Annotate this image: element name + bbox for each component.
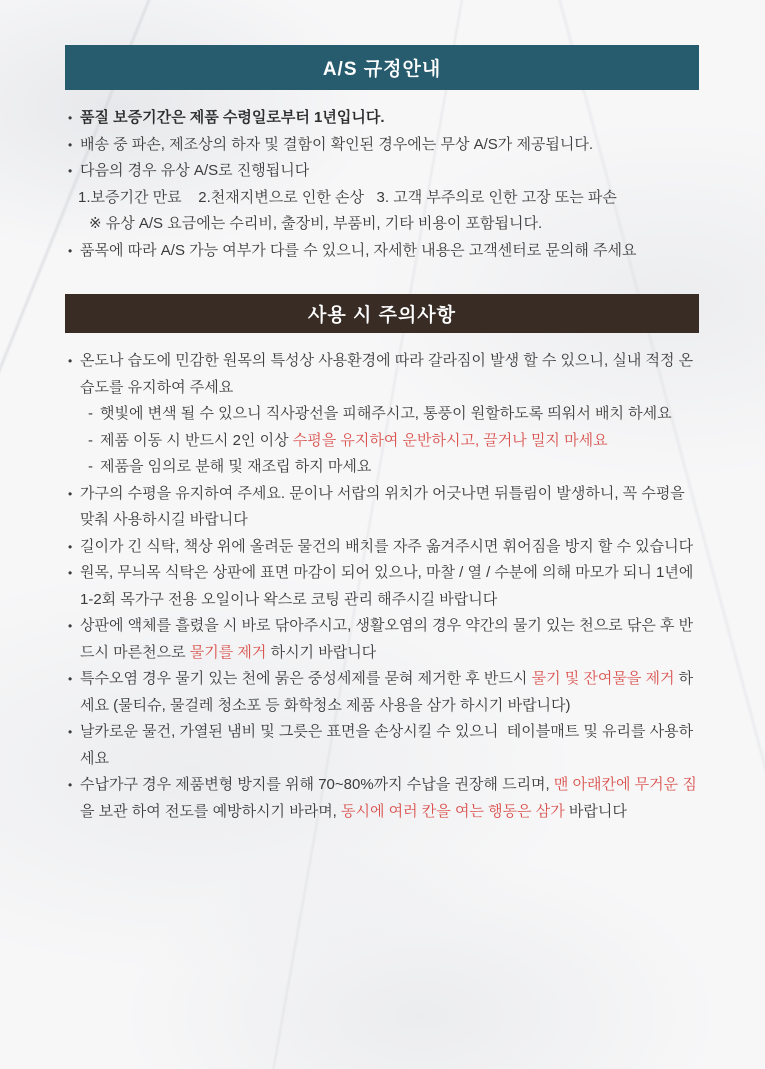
list-item xyxy=(85,454,699,481)
bullet-icon: • xyxy=(68,619,73,633)
list-item xyxy=(65,481,699,534)
list-item xyxy=(65,560,699,613)
usage-caution-title: 사용 시 주의사항 xyxy=(307,305,457,326)
list-item-text xyxy=(80,560,699,613)
bullet-icon: • xyxy=(68,778,73,792)
usage-caution-header xyxy=(65,294,699,333)
as-policy-header xyxy=(65,45,699,90)
list-item-text xyxy=(80,158,699,185)
list-item-text xyxy=(80,772,699,825)
list-item xyxy=(89,211,699,238)
text-segment: 제품을 임의로 분해 및 재조립 하지 마세요 xyxy=(100,458,372,475)
list-item xyxy=(85,428,699,455)
usage-caution-list xyxy=(65,348,699,825)
text-segment: 품질 보증기간은 제품 수령일로부터 1년입니다. xyxy=(80,109,385,126)
list-item-text xyxy=(89,211,699,238)
text-segment: 배송 중 파손, 제조상의 하자 및 결함이 확인된 경우에는 무상 A/S가 제공됩니다. xyxy=(80,135,594,153)
list-item-text xyxy=(80,481,699,534)
dash-icon: - xyxy=(88,458,93,475)
text-segment: 온도나 습도에 민감한 원목의 특성상 사용환경에 따라 갈라짐이 발생 할 수 있으니, 실내 적정 온습도를 유지하여 주세요 xyxy=(80,352,694,396)
list-item xyxy=(65,158,699,185)
text-segment: 가구의 수평을 유지하여 주세요. 문이나 서랍의 위치가 어긋나면 뒤틀림이 발생하니, 꼭 수평을 맞춰 사용하시길 바랍니다 xyxy=(80,484,689,528)
text-segment: 품목에 따라 A/S 가능 여부가 다를 수 있으니, 자세한 내용은 고객센터로 문의해 주세요 xyxy=(80,241,637,259)
list-item xyxy=(65,613,699,666)
list-item xyxy=(78,185,699,212)
list-item-text xyxy=(80,613,699,666)
list-item-text xyxy=(80,105,699,132)
bullet-icon: • xyxy=(68,539,73,554)
text-segment: 길이가 긴 식탁, 책상 위에 올려둔 물건의 배치를 자주 옮겨주시면 휘어짐을 방지 할 수 있습니다 xyxy=(80,537,694,555)
bullet-icon: • xyxy=(68,672,73,686)
highlight-text: 물기 및 잔여물을 제거 xyxy=(531,670,675,687)
dash-icon: - xyxy=(88,431,93,449)
text-segment: 바랍니다 xyxy=(564,802,627,820)
list-item xyxy=(85,401,699,428)
text-segment: 다음의 경우 유상 A/S로 진행됩니다 xyxy=(80,162,310,179)
text-segment: 하시기 바랍니다 xyxy=(266,643,377,661)
dash-icon: - xyxy=(88,405,93,422)
list-item-text xyxy=(80,238,699,265)
bullet-icon: • xyxy=(68,566,73,580)
list-item-text xyxy=(100,401,699,428)
list-item-text xyxy=(80,666,699,719)
list-item xyxy=(65,132,699,159)
section-usage-caution xyxy=(65,294,699,825)
list-item-text xyxy=(100,428,699,455)
list-item xyxy=(65,238,699,265)
list-item-text xyxy=(80,534,699,561)
list-item-text xyxy=(80,132,699,159)
highlight-text: 맨 아래칸에 무거운 짐 xyxy=(553,776,697,793)
list-item xyxy=(65,666,699,719)
text-segment: 상판에 액체를 흘렸을 시 바로 닦아주시고, 생활오염의 경우 약간의 물기 있는 천으로 닦은 후 반드시 마른천으로 xyxy=(80,617,694,661)
list-item-text xyxy=(78,185,699,212)
highlight-text: 물기를 제거 xyxy=(189,643,267,661)
bullet-icon: • xyxy=(68,137,73,152)
bullet-icon: • xyxy=(68,725,73,739)
list-item xyxy=(65,772,699,825)
text-segment: 원목, 무늬목 식탁은 상판에 표면 마감이 되어 있으나, 마찰 / 열 / 수분에 의해 마모가 되니 1년에 1-2회 목가구 전용 오일이나 왁스로 코팅 관리 해주시길 바랍니다 xyxy=(80,564,698,608)
bullet-icon: • xyxy=(68,354,73,368)
highlight-text: 동시에 여러 칸을 여는 행동은 삼가 xyxy=(341,802,565,820)
list-item xyxy=(65,719,699,772)
text-segment: 햇빛에 변색 될 수 있으니 직사광선을 피해주시고, 통풍이 원할하도록 띄워서 배치 하세요 xyxy=(100,405,672,422)
text-segment: 수납가구 경우 제품변형 방지를 위해 70~80%까지 수납을 권장해 드리며, xyxy=(80,776,554,793)
list-item xyxy=(65,534,699,561)
list-item-text xyxy=(100,454,699,481)
list-item-text xyxy=(80,348,699,401)
highlight-text: 수평을 유지하여 운반하시고, 끌거나 밀지 마세요 xyxy=(292,431,608,449)
bullet-icon: • xyxy=(68,243,73,258)
list-item xyxy=(65,105,699,132)
section-as-policy xyxy=(65,45,699,264)
text-segment: 제품 이동 시 반드시 2인 이상 xyxy=(100,431,293,449)
list-item xyxy=(65,348,699,401)
text-segment: 을 보관 하여 전도를 예방하시기 바라며, xyxy=(80,802,342,820)
list-item-text xyxy=(80,719,699,772)
text-segment: 하세요 (물티슈, 물걸레 청소포 등 화학청소 제품 사용을 삼가 하시기 바랍니다) xyxy=(80,670,694,714)
text-segment: 특수오염 경우 물기 있는 천에 묽은 중성세제를 묻혀 제거한 후 반드시 xyxy=(80,670,532,687)
text-segment: ※ 유상 A/S 요금에는 수리비, 출장비, 부품비, 기타 비용이 포함됩니다. xyxy=(89,215,543,232)
bullet-icon: • xyxy=(68,486,73,501)
bullet-icon: • xyxy=(68,164,73,178)
as-policy-title: A/S 규정안내 xyxy=(322,59,442,80)
text-segment: 1.보증기간 만료 2.천재지변으로 인한 손상 3. 고객 부주의로 인한 고장 또는 파손 xyxy=(78,188,617,206)
bullet-icon: • xyxy=(68,111,73,125)
text-segment: 날카로운 물건, 가열된 냄비 및 그릇은 표면을 손상시킬 수 있으니 테이블매트 및 유리를 사용하세요 xyxy=(80,723,694,767)
as-policy-list xyxy=(65,105,699,264)
